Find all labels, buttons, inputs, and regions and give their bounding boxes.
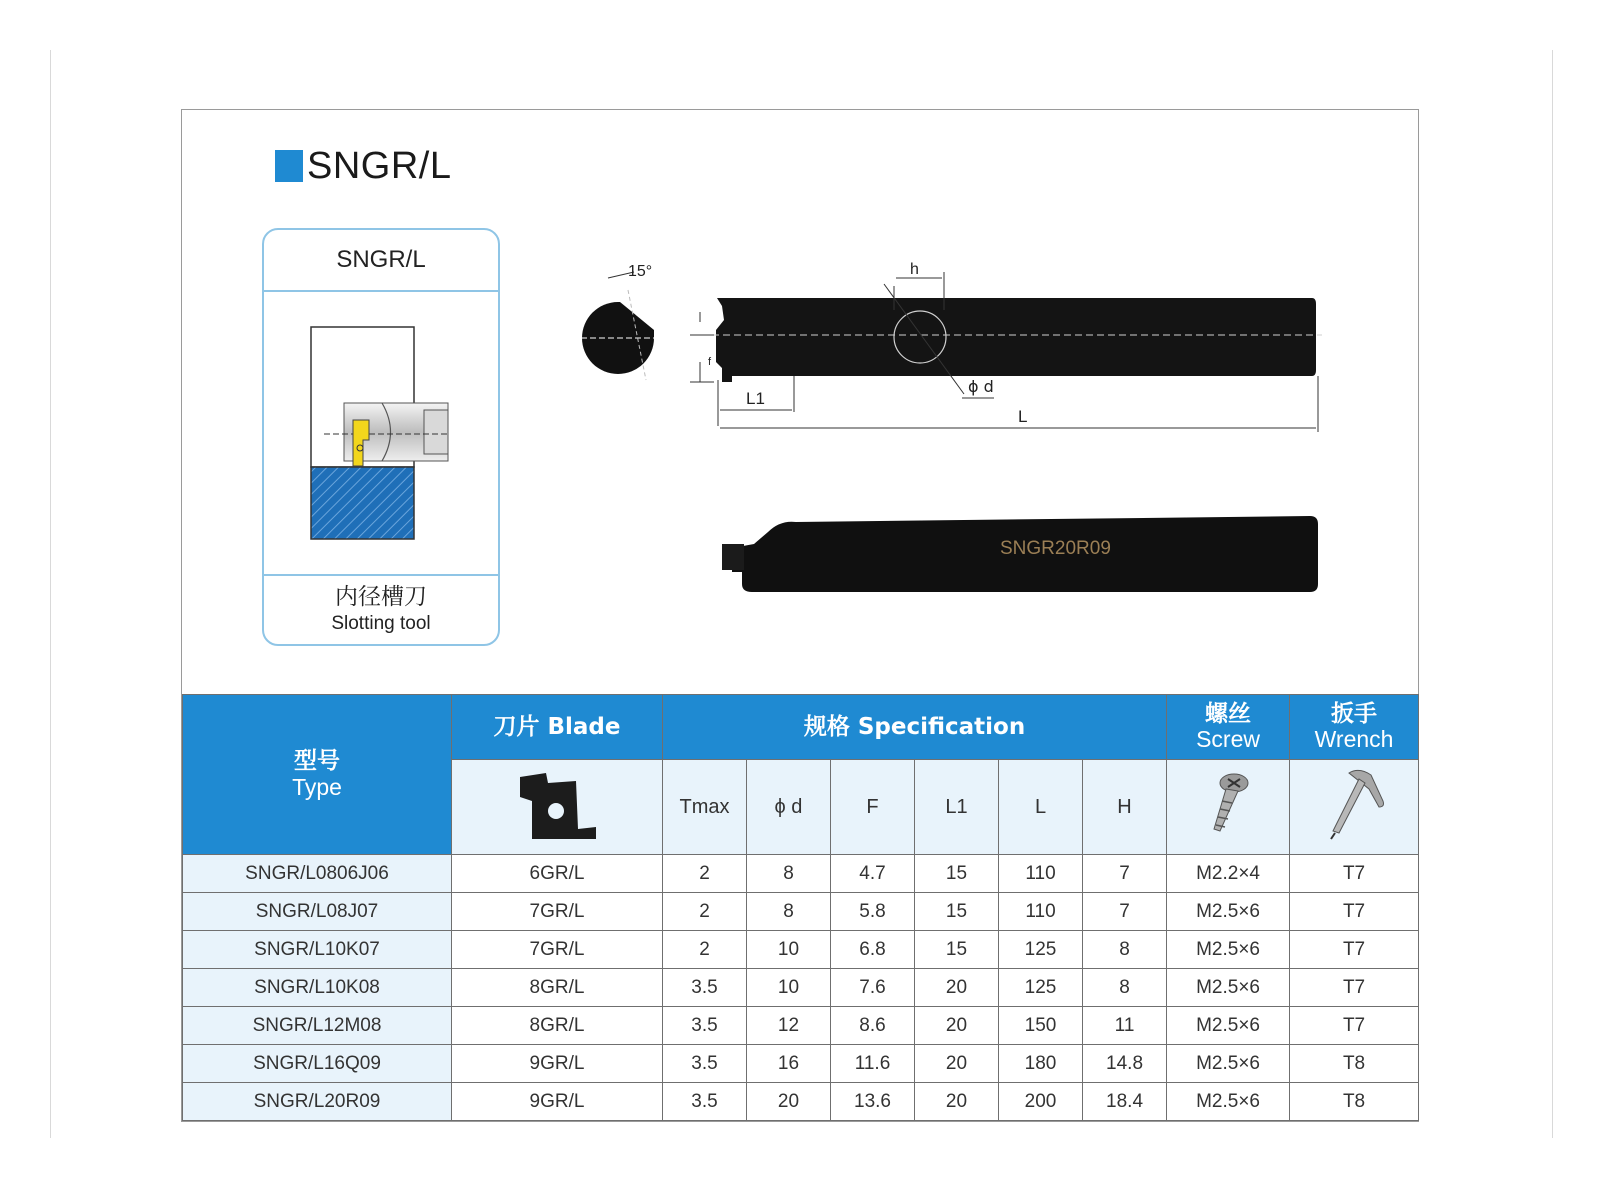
cell-wrench: T8 bbox=[1290, 1045, 1419, 1083]
col-spec-header: 规格 Specification bbox=[663, 695, 1167, 760]
cell-type: SNGR/L10K08 bbox=[183, 969, 452, 1007]
technical-drawing bbox=[582, 250, 1362, 610]
type-header-cn: 型号 bbox=[294, 748, 340, 775]
dim-f-label: f bbox=[708, 356, 712, 368]
col-wrench-header bbox=[1290, 695, 1419, 760]
catalog-sheet bbox=[181, 109, 1419, 1122]
wrench-header-cn: 扳手 bbox=[1331, 700, 1378, 727]
blade-image-cell bbox=[452, 760, 663, 855]
cell-type: SNGR/L20R09 bbox=[183, 1083, 452, 1121]
cell-blade: 7GR/L bbox=[452, 893, 663, 931]
wrench-header-en: Wrench bbox=[1314, 726, 1394, 752]
cell-f: 5.8 bbox=[831, 893, 915, 931]
cell-tmax: 3.5 bbox=[663, 1083, 747, 1121]
end-view-icon bbox=[582, 263, 666, 380]
table-row bbox=[183, 855, 1419, 893]
cell-f: 6.8 bbox=[831, 931, 915, 969]
spec-table bbox=[182, 694, 1419, 1121]
cell-type: SNGR/L08J07 bbox=[183, 893, 452, 931]
cell-tmax: 2 bbox=[663, 893, 747, 931]
title-square-icon bbox=[275, 150, 303, 182]
spec-table-body bbox=[183, 855, 1419, 1121]
tool-bar-photo bbox=[722, 516, 1318, 592]
cell-wrench: T7 bbox=[1290, 931, 1419, 969]
page-edge-right bbox=[1552, 50, 1553, 1138]
table-row bbox=[183, 1045, 1419, 1083]
tool-card-caption bbox=[264, 576, 498, 635]
col-h: H bbox=[1083, 760, 1167, 855]
cell-l: 125 bbox=[999, 931, 1083, 969]
cell-wrench: T8 bbox=[1290, 1083, 1419, 1121]
cell-screw: M2.2×4 bbox=[1167, 855, 1290, 893]
cell-tmax: 3.5 bbox=[663, 969, 747, 1007]
slotting-illustration bbox=[264, 292, 498, 576]
table-row bbox=[183, 931, 1419, 969]
cell-d: 10 bbox=[747, 969, 831, 1007]
cell-f: 8.6 bbox=[831, 1007, 915, 1045]
cell-h: 7 bbox=[1083, 855, 1167, 893]
dim-h-label: h bbox=[910, 261, 919, 278]
cell-h: 7 bbox=[1083, 893, 1167, 931]
cell-d: 16 bbox=[747, 1045, 831, 1083]
cell-d: 10 bbox=[747, 931, 831, 969]
cell-wrench: T7 bbox=[1290, 1007, 1419, 1045]
cell-l1: 20 bbox=[915, 1045, 999, 1083]
cell-tmax: 3.5 bbox=[663, 1007, 747, 1045]
tool-card bbox=[262, 228, 500, 646]
cell-d: 8 bbox=[747, 893, 831, 931]
type-header-en: Type bbox=[292, 773, 342, 800]
caption-english: Slotting tool bbox=[331, 613, 431, 634]
cell-type: SNGR/L0806J06 bbox=[183, 855, 452, 893]
cell-blade: 8GR/L bbox=[452, 1007, 663, 1045]
side-view bbox=[690, 261, 1322, 432]
screw-image-cell bbox=[1167, 760, 1290, 855]
cell-l: 125 bbox=[999, 969, 1083, 1007]
caption-chinese: 内径槽刀 bbox=[335, 584, 427, 610]
dim-l1-label: L1 bbox=[746, 389, 765, 408]
cell-blade: 6GR/L bbox=[452, 855, 663, 893]
cell-h: 18.4 bbox=[1083, 1083, 1167, 1121]
cell-l1: 20 bbox=[915, 1083, 999, 1121]
page-title bbox=[275, 146, 451, 186]
cell-type: SNGR/L16Q09 bbox=[183, 1045, 452, 1083]
dim-l-label: L bbox=[1018, 407, 1028, 426]
cell-h: 14.8 bbox=[1083, 1045, 1167, 1083]
blade-insert-icon bbox=[512, 767, 602, 841]
col-l: L bbox=[999, 760, 1083, 855]
cell-type: SNGR/L10K07 bbox=[183, 931, 452, 969]
cell-screw: M2.5×6 bbox=[1167, 1007, 1290, 1045]
screw-header-cn: 螺丝 bbox=[1205, 700, 1252, 727]
cell-h: 8 bbox=[1083, 969, 1167, 1007]
cell-blade: 9GR/L bbox=[452, 1045, 663, 1083]
page-edge-left bbox=[50, 50, 51, 1138]
col-blade-header: 刀片 Blade bbox=[452, 695, 663, 760]
cell-blade: 9GR/L bbox=[452, 1083, 663, 1121]
screw-header-en: Screw bbox=[1196, 726, 1260, 752]
cell-screw: M2.5×6 bbox=[1167, 931, 1290, 969]
cell-d: 8 bbox=[747, 855, 831, 893]
cell-tmax: 2 bbox=[663, 931, 747, 969]
wrench-icon bbox=[1319, 767, 1389, 841]
cell-tmax: 2 bbox=[663, 855, 747, 893]
cell-h: 11 bbox=[1083, 1007, 1167, 1045]
col-screw-header bbox=[1167, 695, 1290, 760]
cell-screw: M2.5×6 bbox=[1167, 1045, 1290, 1083]
cell-l: 150 bbox=[999, 1007, 1083, 1045]
screw-icon bbox=[1198, 769, 1258, 839]
cell-h: 8 bbox=[1083, 931, 1167, 969]
cell-tmax: 3.5 bbox=[663, 1045, 747, 1083]
cell-f: 11.6 bbox=[831, 1045, 915, 1083]
cell-l1: 15 bbox=[915, 855, 999, 893]
cell-wrench: T7 bbox=[1290, 969, 1419, 1007]
cell-f: 4.7 bbox=[831, 855, 915, 893]
angle-label: 15° bbox=[628, 263, 653, 280]
cell-l: 110 bbox=[999, 893, 1083, 931]
cell-l1: 15 bbox=[915, 931, 999, 969]
cell-l: 110 bbox=[999, 855, 1083, 893]
col-l1: L1 bbox=[915, 760, 999, 855]
slotting-diagram-icon bbox=[264, 292, 498, 574]
table-row bbox=[183, 1083, 1419, 1121]
cell-wrench: T7 bbox=[1290, 893, 1419, 931]
cell-l: 200 bbox=[999, 1083, 1083, 1121]
cell-blade: 8GR/L bbox=[452, 969, 663, 1007]
tool-card-title: SNGR/L bbox=[264, 230, 498, 292]
dim-d-label: ϕ d bbox=[968, 377, 994, 396]
cell-screw: M2.5×6 bbox=[1167, 1083, 1290, 1121]
cell-d: 20 bbox=[747, 1083, 831, 1121]
cell-wrench: T7 bbox=[1290, 855, 1419, 893]
cell-f: 13.6 bbox=[831, 1083, 915, 1121]
bar-marking: SNGR20R09 bbox=[1000, 538, 1111, 559]
wrench-image-cell bbox=[1290, 760, 1419, 855]
table-row bbox=[183, 969, 1419, 1007]
col-f: F bbox=[831, 760, 915, 855]
col-type-header bbox=[183, 695, 452, 855]
col-d: ϕ d bbox=[747, 760, 831, 855]
table-row bbox=[183, 893, 1419, 931]
cell-screw: M2.5×6 bbox=[1167, 893, 1290, 931]
cell-l1: 15 bbox=[915, 893, 999, 931]
cell-d: 12 bbox=[747, 1007, 831, 1045]
cell-l: 180 bbox=[999, 1045, 1083, 1083]
table-row bbox=[183, 1007, 1419, 1045]
page-title-text: SNGR/L bbox=[307, 144, 452, 187]
cell-l1: 20 bbox=[915, 1007, 999, 1045]
cell-l1: 20 bbox=[915, 969, 999, 1007]
cell-type: SNGR/L12M08 bbox=[183, 1007, 452, 1045]
cell-screw: M2.5×6 bbox=[1167, 969, 1290, 1007]
cell-blade: 7GR/L bbox=[452, 931, 663, 969]
col-tmax: Tmax bbox=[663, 760, 747, 855]
cell-f: 7.6 bbox=[831, 969, 915, 1007]
